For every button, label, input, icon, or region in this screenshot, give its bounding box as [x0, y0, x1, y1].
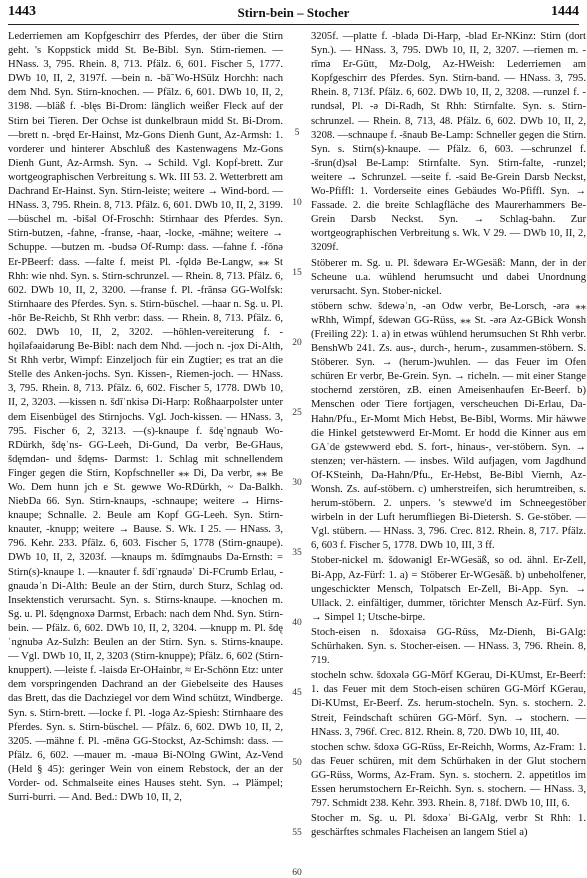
entry-stocher: Stocher m. Sg. u. Pl. šdoxəˈ Bi-GAlg, verbr St Rhh: 1. geschärftes schmales Flacheisen an langem Stiel a)	[311, 813, 586, 839]
entry-stochen: stochen schw. šdoxə GG-Rüss, Er-Reichh, Worms, Az-Fram: 1. das Feuer schüren, mit dem Schürhaken in der Glut stochern GG-Rüss, Worms, Az-Fram. Syn. s. stochern. 2. appetitlos im Essen herumstochern Er-Reichh. Syn. s. stochern. — HNass. 3, 797. Schmidt 238. Kehr. 393. Rhein. 8, 718f. DWb 10, III, 6.	[311, 741, 586, 810]
entry-stober-nickel: Stober-nickel m. šdowənigl Er-WGesäß, so od. ähnl. Er-Zell, Bi-App, Az-Fürf: 1. a) = Stöberer Er-WGesäß. b) unbeholfener, ungeschickter Mensch, Tolpatsch Er-Zell, Bi-App. Syn. → Ullack. 2. einfältiger, dummer, törichter Mensch Az-Fürf. Syn. → Simpel 1; Utsche-birpe.	[311, 555, 586, 623]
line-number: 20	[292, 338, 302, 348]
entry-stoch-eisen: Stoch-eisen n. šdoxaisə GG-Rüss, Mz-Dienh, Bi-GAlg: Schürhaken. Syn. s. Stocher-eisen. — HNass. 3, 796. Rhein. 8, 719.	[311, 626, 586, 667]
line-number: 45	[292, 688, 302, 698]
line-number: 15	[292, 268, 302, 278]
page-number-right: 1444	[551, 4, 579, 19]
left-column-text: Lederriemen am Kopfgeschirr des Pferdes, der über die Stirn geht. 's Koppstick midd St. Be-Bibl. Syn. Stirn-riemen. — HNass. 3, 795. Rhein. 8, 713. Pfälz. 6, 601. Fischer 5, 1777. DWb 10, II, 2, 3197f. —bein n. -bā̃ Wo-HSülz Horchh: nach dem Nhd. Syn. Stirn-knochen. — Pfälz. 6, 601. DWb 10, II, 2, 3198. —bläß f. -blęs Bi-Drom: länglich weißer Fleck auf der Stirn bei Tieren. Der Ochse ist dunkelbraun midd St. Bi-Drom. —brett n. -bręd Er-Hainst, Mz-Gons Dienh Gunt, Az-Armsh: 1. vorderer und hinterer Abschluß des Kastenwagens Mz-Gons Dienh Gunt, Az-Armsh. Syn. → Schild. Vgl. Kopf-brett. Zur wortgeographischen Verbreitung s. Wk. III 53. 2. Wetterbrett am Dachrand Er-Hainst. Syn. Stirn-leiste; weitere → Wind-bord. — HNass. 3, 795. Rhein. 8, 713. Pfälz. 6, 601. DWb 10, II, 2, 3199. —büschel m. -bišəl Of-Froschh: Stirnhaar des Pferdes. Syn. Stirn-butzen, -fahne, -franse, -haar, -locke, -mähne; weitere → Schuppe. —butzen m. -budsə Of-Rump: dass. —fahne f. -fōnə Er-PBeerf: dass. —falte f. meist Pl. -fǫldə Be-Langw, ⁎⁎ St Rhh: wie nhd. Syn. s. Stirn-schrunzel. — Rhein. 8, 713. Pfälz. 6, 602. DWb 10, II, 2, 3200. —franse f. Pl. -frãnsə GG-Wolfsk: Stirnhaare des Pferdes. Syn. s. Stirn-büschel. —haar n. Sg. u. Pl. -hōr Be-Reichb, St Rhh verbr: dass. — Rhein. 8, 713. Pfälz. 6, 602. DWb 10, II, 2, 3202. —höhlen-vereiterung f. -hǫilǝfǝaidǝrung Be-Bibl: nach dem Nhd. —joch n. -jox Di-Alth, St Rhh verbr, Wimpf: Einzeljoch für ein Zugtier; es trat an die Stelle des Anken-jochs. Syn. Kissen-, Riemen-joch. — HNass. 3, 795. Rhein. 8, 713. Pfälz. 6, 602. Fischer 5, 1778. DWb 10, II, 2, 3203. —kissen n. šdīˈnkisə Di-Harp: Roßhaarpolster unter dem Eisenbügel des Stirnjochs. Vgl. Joch-kissen. — HNass. 3, 795. Fischer 6, 2, 3213. —(s)-knaupe f. šdęˈngnaub Wo-RDürkh, šdęˈns- GG-Leeh, Di-Gund, Da verbr, Be-GHaus, šdęmdən- und šdęms- Darmst: 1. Schlag mit schnellendem Finger gegen die Stirn, Kopfschneller ⁎⁎ Di, Da verbr, ⁎⁎ Be Wo. Dem hunn jch e St. gewwe Wo-RDürkh, ~ Da-Balkh. NiebDa 66. Syn. Stirn-knaups, -schnaupe; weitere → Hirns-knaupe; Schnalle. 2. Beule am Kopf GG-Leeh. Syn. Stirn-knauter, -knupp; weitere → Bause. S. Wk. I 25. — HNass. 3, 796. Kehr. 233. Pfälz. 6, 603. Fischer 5, 1778 (Stirn-gnaupe). DWb 10, II, 2, 3203f. —knaups m. šdīmgnaubs Da-Ernsth: = Stirn(s)-knaupe 1. —knauter f. šdīˈrgnaudəˈ Di-FCrumb Erlau, -gnaudəˈn Di-Alth: Beule an der Stirn, durch Sturz, Schlag od. Insektenstich verursacht. Syn. s. Stirns-knaupe. —knochen m. Sg. u. Pl. šdęngnoxə Darmst, Erbach: nach dem Nhd. Syn. Stirn-bein. — Pfälz. 6, 602. DWb 10, II, 2, 3204. —knupp m. Pl. šdęˈngnubə Az-Sulzh: Beulen an der Stirn. Syn. s. Stirns-knaupe. — Vgl. DWb 10, II, 2, 3203 (Stirn-knuppe); Pfälz. 6, 602 (Stirn-knuppert). —leiste f. -laisdə Er-OHainbr, ≈ Er-Schönn Etz: unter dem vorspringenden Dachrand an der Giebelseite des Hauses das Brett, das die Dachziegel vor dem Wind schützt, Windberge. Syn. s. Stirn-brett. —locke f. Pl. -logə Az-Spiesh: Stirnhaare des Pferdes. Syn. s. Stirn-büschel. — Pfälz. 6, 602. DWb 10, II, 2, 3205. —mähne f. Pl. -mēnə GG-Stockst, Az-Schimsh: dass. — Pfälz. 6, 602. —mauer m. -mauə Bi-NOlng GWint, Az-Vend (Held § 45): geringer Wein von einem Rebstock, der an der Vorder- od. Schmalseite eines Hauses steht. Syn. → Plämpel; Surri-burri. — And. Bed.: DWb 10, II, 2,	[8, 31, 283, 804]
line-number-gutter	[286, 30, 308, 878]
line-number: 35	[292, 548, 302, 558]
page-number-left: 1443	[8, 4, 36, 19]
entry-stoeberer: Stöberer m. Sg. u. Pl. šdewərə Er-WGesäß: Mann, der in der Scheune u.a. wühlend herumsucht und dabei Unordnung verursacht. Syn. Stober-nickel.	[311, 257, 586, 297]
entry-stoebern: stöbern schw. šdewəˈn, -ən Odw verbr, Be-Lorsch, -ərə ⁎⁎ wRhh, Wimpf, šdewən GG-Rüss, ⁎⁎ St. -ərə Az-GBick Wonsh (Freiling 22): 1. a) in etwas wühlend herumsuchen St Rhh verbr. BenshWb 241. Zs. aus-, durch-, herum-, zusammen-stöbern. S. Stöberer. Syn. → (herum-)wuhlen. — das Feuer im Ofen schüren Er verbr, Be-Grein. Syn. → richeln. — mit einer Stange stochernd zerstören, zB. einen Ameisenhaufen Er-Beerf. b) Menschen oder Tiere fortjagen, verscheuchen Di-Erlau, Da-Hahn/Pfu., Er-Momt Mich Hebst, Be-Bibl, Worms. Mir häwwe die Hinkel getstewwerd Er-Momt. Er hodd die Kinner aus em GAˈde gstewwerd ebd. S. fort-, hinaus-, ver-stöbern. Syn. → stenzen; ver-hästern. — insbes. Wild aufjagen, vom Jagdhund Of-KSteinh, Da-Hahn/Pfu., Er-Hebst, Be-Bibl Viernh, Az-Wonsh. Zs. auf-stöbern. c) umherstreifen, sich herumtreiben, s. herum-stöbern. 2. unpers. 's stewwe'd im Schneegestöber wirbeln in der Luft herumfliegen Bi-Dietersh. S. Ge-stöber. — Vgl. stübern. — HNass. 3, 796. Crec. 812. Rhein. 8, 717. Pfälz. 6, 603 f. Fischer 5, 1778. DWb 10, III, 3 ff.	[311, 300, 586, 552]
right-column	[311, 30, 586, 850]
entry-stirn-compounds: 3205f. —platte f. -bladə Di-Harp, -blad Er-NKinz: Stirn (dort Syn.). — HNass. 3, 795. DWb 10, II, 2, 3207. —riemen m. -rīmə Er-Gütt, Mz-Dolg, Az-HWeish: Lederriemen am Kopfgeschirr des Pferdes. Syn. Stirn-band. — HNass. 3, 795. Rhein. 8, 713f. Pfälz. 6, 602. DWb 10, II, 2, 3208. —runzel f. -rundsəl, Pl. -ə Di-Radh, St Rhh: Stirnfalte. Syn. s. Stirn-schrunzel. — Rhein. 8, 713, 48. Pfälz. 6, 602. DWb 10, II, 2, 3208. —schnaupe f. -šnaub Be-Lamp: Schneller gegen die Stirn. Syn. s. Stirn(s)-knaupe. — Pfälz. 6, 603. —schrunzel f. -šrun(d)səl Be-Lamp: Stirnfalte. Syn. Stirn-falte, -runzel; weitere → Schrunzel. —seite f. -said Be-Grein Darsb Neckst, Wo-Pfiffl: 1. Vorderseite eines Gebäudes Wo-Pfiffl. Syn. → Fassade. 2. die breite Schlagfläche des Maurerhammers Be-Grein Darsb Neckst. Syn. → Schlag-bahn. Zur wortgeographischen Verbreitung s. Wk. V 29. — DWb 10, II, 2, 3209f.	[311, 31, 586, 254]
left-column	[8, 30, 283, 850]
line-number: 30	[292, 478, 302, 488]
header-rule	[8, 24, 579, 25]
line-number: 50	[292, 758, 302, 768]
line-number: 5	[294, 128, 300, 138]
entry-stocheln: stocheln schw. šdoxələ GG-Mörf KGerau, Di-KUmst, Er-Beerf: 1. das Feuer mit dem Stoch-eisen schüren GG-Mörf KGerau, Di-KUmst, Er-Beerf. Zs. herum-stocheln. Syn. s. stochern. 2. Streit, Feindschaft schüren GG-Mörf. Syn. → stochern. — HNass. 3, 796f. Crec. 812. Rhein. 8, 720. DWb 10, III, 40.	[311, 670, 586, 738]
line-number: 55	[292, 828, 302, 838]
page-header	[0, 0, 587, 26]
line-number: 10	[292, 198, 302, 208]
line-number: 40	[292, 618, 302, 628]
line-number: 25	[292, 408, 302, 418]
line-number: 60	[292, 868, 302, 878]
running-title: Stirn-bein – Stocher	[237, 5, 350, 20]
